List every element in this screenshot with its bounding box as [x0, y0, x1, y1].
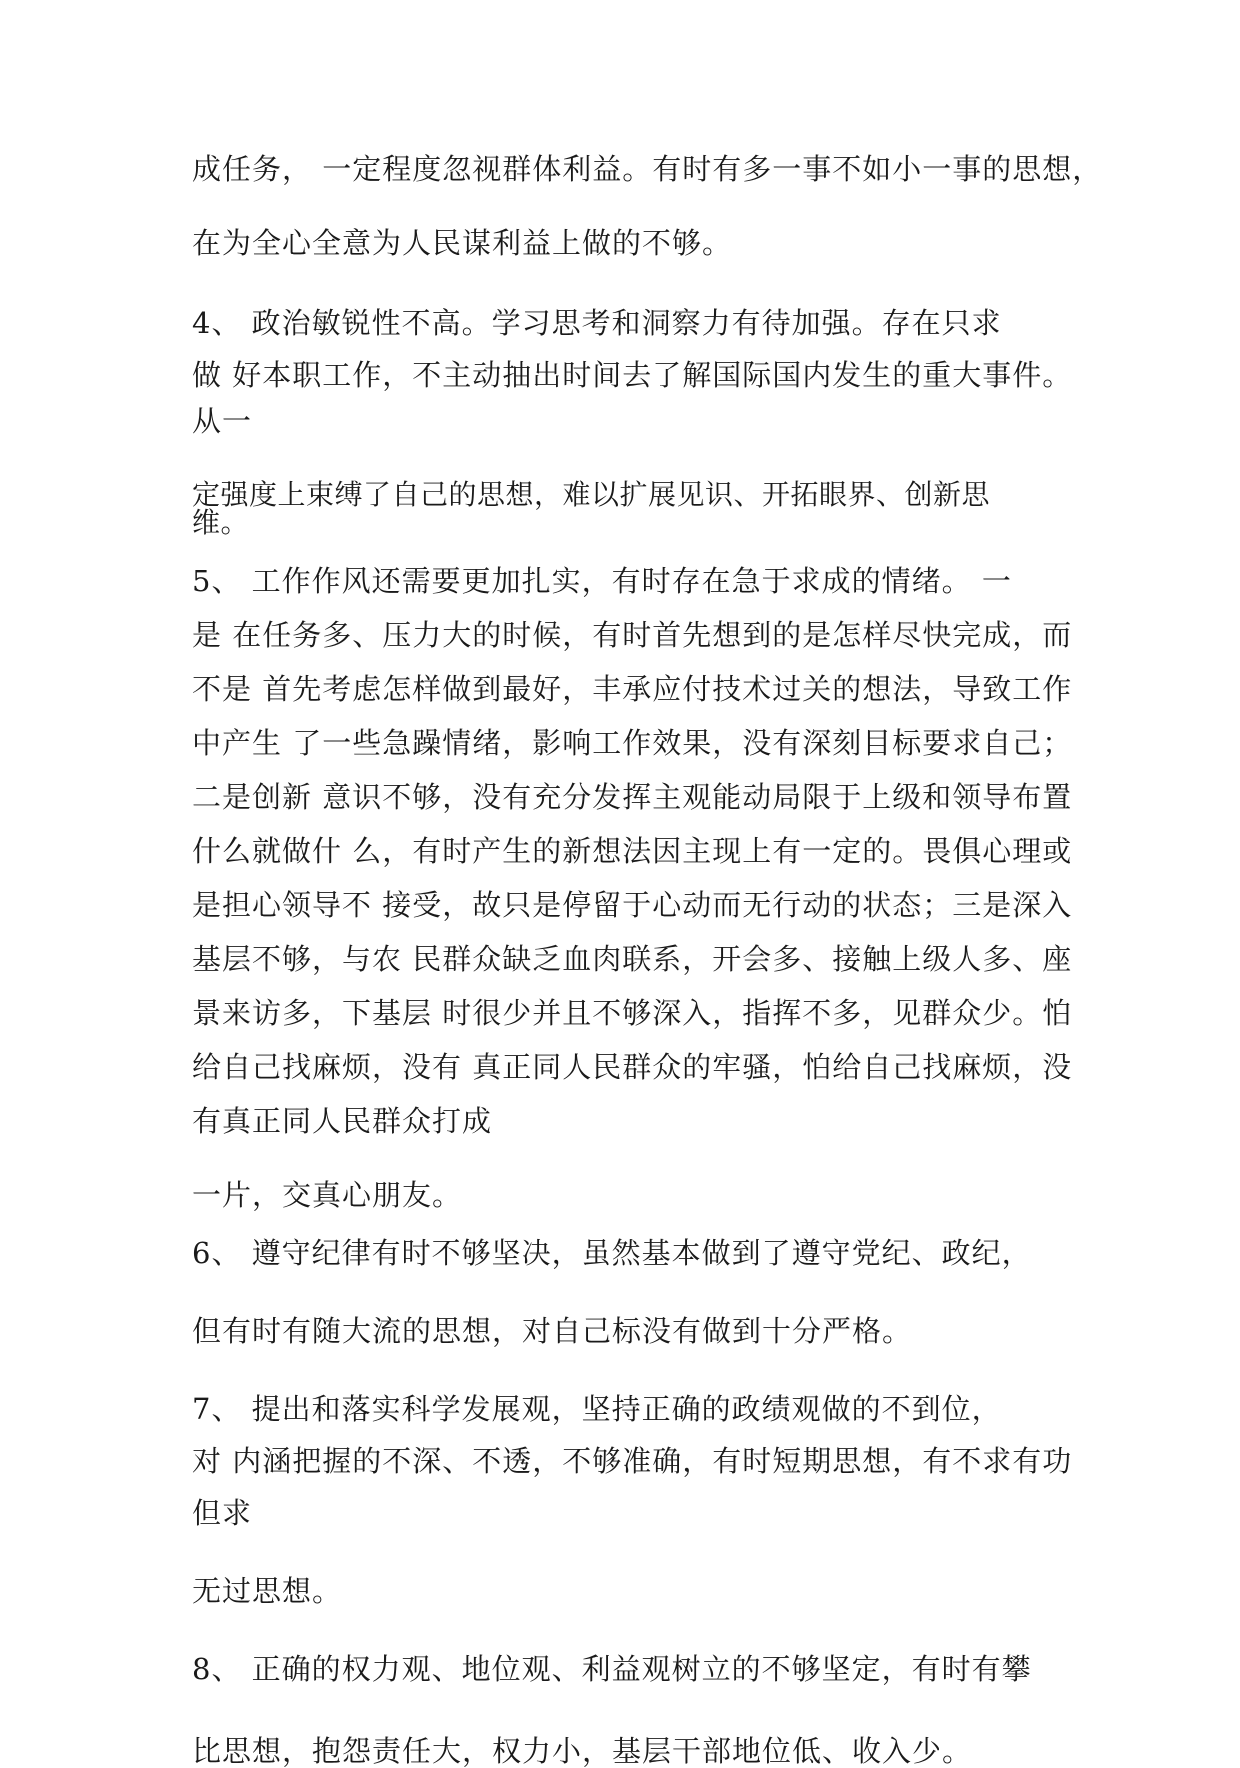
- text-line: 6、 遵守纪律有时不够坚决，虽然基本做到了遵守党纪、政纪，: [192, 1236, 1032, 1270]
- text-line: 定强度上束缚了自己的思想，难以扩展见识、开拓眼界、创新思: [192, 478, 991, 511]
- text-line: 一片，交真心朋友。: [192, 1178, 463, 1212]
- text-line: 5、 工作作风还需要更加扎实，有时存在急于求成的情绪。 一: [192, 564, 1012, 598]
- text-line: 给自己找麻烦，没有 真正同人民群众的牢骚，怕给自己找麻烦，没: [192, 1050, 1073, 1084]
- text-line: 是 在任务多、压力大的时候，有时首先想到的是怎样尽快完成，而: [192, 618, 1073, 652]
- text-line: 对 内涵把握的不深、不透，不够准确，有时短期思想，有不求有功: [192, 1444, 1073, 1478]
- text-line: 4、 政治敏锐性不高。学习思考和洞察力有待加强。存在只求: [192, 306, 1002, 340]
- text-line: 7、 提出和落实科学发展观，坚持正确的政绩观做的不到位，: [192, 1392, 1002, 1426]
- text-line: 但求: [192, 1496, 253, 1530]
- text-line: 比思想，抱怨责任大，权力小，基层干部地位低、收入少。: [192, 1734, 973, 1768]
- text-line: 但有时有随大流的思想，对自己标没有做到十分严格。: [192, 1314, 913, 1348]
- text-line: 不是 首先考虑怎样做到最好，丰承应付技术过关的想法，导致工作: [192, 672, 1073, 706]
- text-line: 无过思想。: [192, 1574, 343, 1608]
- text-line: 有真正同人民群众打成: [192, 1104, 493, 1138]
- text-line: 基层不够，与农 民群众缺乏血肉联系，开会多、接触上级人多、座: [192, 942, 1073, 976]
- text-line: 二是创新 意识不够，没有充分发挥主观能动局限于上级和领导布置: [192, 780, 1073, 814]
- text-line: 在为全心全意为人民谋利益上做的不够。: [192, 226, 733, 260]
- text-line: 从一: [192, 404, 253, 438]
- text-line: 景来访多，下基层 时很少并且不够深入，指挥不多，见群众少。怕: [192, 996, 1073, 1030]
- text-line: 做 好本职工作，不主动抽出时间去了解国际国内发生的重大事件。: [192, 358, 1073, 392]
- text-line: 8、 正确的权力观、地位观、利益观树立的不够坚定，有时有攀: [192, 1652, 1032, 1686]
- text-line: 维。: [192, 506, 250, 539]
- text-line: 什么就做什 么，有时产生的新想法因主现上有一定的。畏俱心理或: [192, 834, 1073, 868]
- text-line: 中产生 了一些急躁情绪，影响工作效果，没有深刻目标要求自己；: [192, 726, 1073, 760]
- text-line: 是担心领导不 接受，故只是停留于心动而无行动的状态；三是深入: [192, 888, 1073, 922]
- text-line: 成任务， 一定程度忽视群体利益。有时有多一事不如小一事的思想，: [192, 152, 1103, 186]
